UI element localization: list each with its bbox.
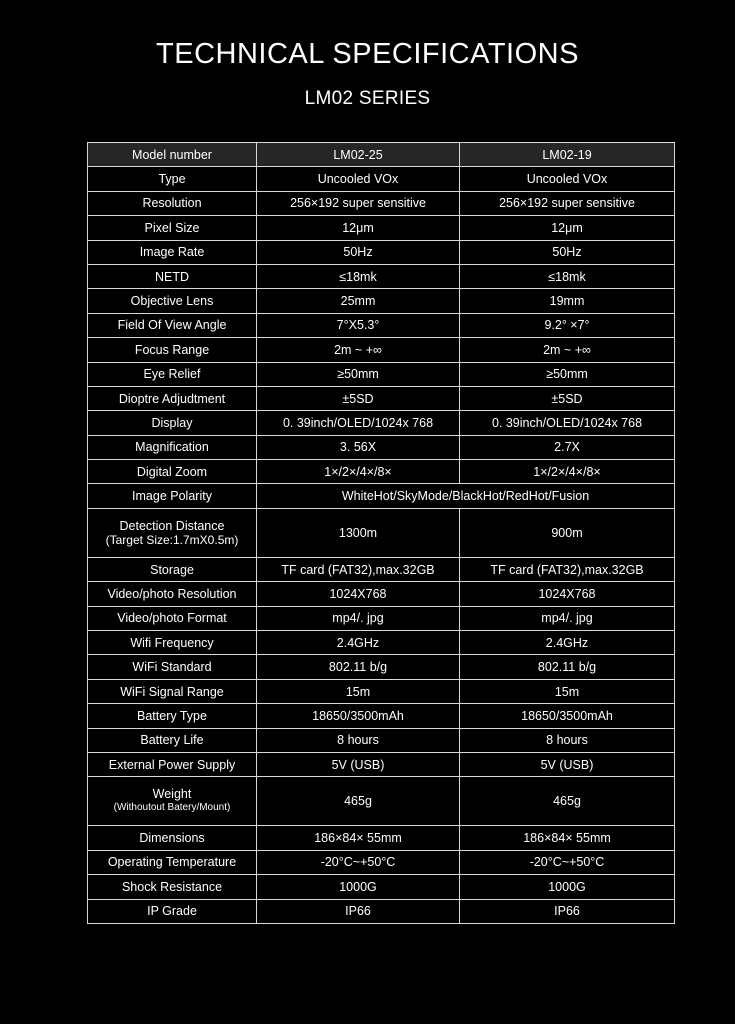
row-value-a: 186×84× 55mm [257,826,460,850]
row-label [88,508,257,557]
header-model-number: Model number [88,143,257,167]
table-row [88,508,675,557]
table-row [88,289,675,313]
row-value-b: 1×/2×/4×/8× [460,460,675,484]
row-value-b: 465g [460,777,675,826]
table-row [88,777,675,826]
table-row [88,850,675,874]
row-label-line1: Weight [152,787,192,802]
table-row [88,899,675,923]
table-row [88,679,675,703]
row-label: Shock Resistance [88,875,257,899]
row-label: Video/photo Format [88,606,257,630]
row-label: WiFi Standard [88,655,257,679]
table-row [88,240,675,264]
row-label: Resolution [88,191,257,215]
row-value-a: 2.4GHz [257,631,460,655]
row-value-b: 2.7X [460,435,675,459]
row-value-b: 0. 39inch/OLED/1024x 768 [460,411,675,435]
row-value-a: Uncooled VOx [257,167,460,191]
table-header-row [88,143,675,167]
row-value-a: 12μm [257,216,460,240]
row-value-b: 18650/3500mAh [460,704,675,728]
row-label: Video/photo Resolution [88,582,257,606]
row-value-a: 1×/2×/4×/8× [257,460,460,484]
row-value-a: 802.11 b/g [257,655,460,679]
table-row [88,557,675,581]
row-value-b: mp4/. jpg [460,606,675,630]
row-value-b: Uncooled VOx [460,167,675,191]
table-row [88,191,675,215]
row-value-a: 465g [257,777,460,826]
row-value-b: 186×84× 55mm [460,826,675,850]
row-value-b: ±5SD [460,386,675,410]
row-value-b: 802.11 b/g [460,655,675,679]
table-row [88,386,675,410]
row-label [88,777,257,826]
table-row [88,728,675,752]
row-value-b: ≤18mk [460,264,675,288]
row-value-b: 9.2° ×7° [460,313,675,337]
row-label: IP Grade [88,899,257,923]
row-value-b: 50Hz [460,240,675,264]
row-value-merged: WhiteHot/SkyMode/BlackHot/RedHot/Fusion [257,484,675,508]
row-value-b: 5V (USB) [460,752,675,776]
row-label: Eye Relief [88,362,257,386]
table-row [88,216,675,240]
row-value-a: 18650/3500mAh [257,704,460,728]
table-row [88,362,675,386]
table-row [88,704,675,728]
row-label: Type [88,167,257,191]
header-model-b: LM02-19 [460,143,675,167]
row-value-a: 1300m [257,508,460,557]
row-value-a: 3. 56X [257,435,460,459]
table-row [88,435,675,459]
row-value-b: -20°C~+50°C [460,850,675,874]
row-label: Pixel Size [88,216,257,240]
row-label: Dimensions [88,826,257,850]
row-label: WiFi Signal Range [88,679,257,703]
table-row [88,582,675,606]
table-row [88,167,675,191]
row-label: Digital Zoom [88,460,257,484]
row-value-b: 256×192 super sensitive [460,191,675,215]
row-value-a: -20°C~+50°C [257,850,460,874]
header-model-a: LM02-25 [257,143,460,167]
row-label: Dioptre Adjudtment [88,386,257,410]
row-value-a: ±5SD [257,386,460,410]
row-label: Objective Lens [88,289,257,313]
row-value-a: 1024X768 [257,582,460,606]
row-label: Wifi Frequency [88,631,257,655]
row-value-a: 15m [257,679,460,703]
row-value-a: 50Hz [257,240,460,264]
row-label: External Power Supply [88,752,257,776]
row-value-b: ≥50mm [460,362,675,386]
table-row [88,875,675,899]
row-label-line1: Detection Distance [119,518,225,533]
table-row [88,606,675,630]
row-value-a: 1000G [257,875,460,899]
row-value-a: 2m ~ +∞ [257,338,460,362]
row-value-b: 900m [460,508,675,557]
row-label: Image Rate [88,240,257,264]
row-value-b: 1024X768 [460,582,675,606]
row-value-b: 2.4GHz [460,631,675,655]
row-label: Operating Temperature [88,850,257,874]
row-value-a: 0. 39inch/OLED/1024x 768 [257,411,460,435]
row-value-a: ≤18mk [257,264,460,288]
row-label: Focus Range [88,338,257,362]
table-row [88,752,675,776]
row-value-a: IP66 [257,899,460,923]
row-label: Storage [88,557,257,581]
row-value-b: 15m [460,679,675,703]
row-value-b: 8 hours [460,728,675,752]
row-value-a: 8 hours [257,728,460,752]
table-row [88,484,675,508]
row-value-a: 7°X5.3° [257,313,460,337]
row-label: Battery Type [88,704,257,728]
row-value-b: 2m ~ +∞ [460,338,675,362]
row-label-line2: (Withoutout Batery/Mount) [113,802,231,814]
row-label-line2: (Target Size:1.7mX0.5m) [105,532,239,547]
row-value-a: 25mm [257,289,460,313]
row-label: Field Of View Angle [88,313,257,337]
row-value-a: mp4/. jpg [257,606,460,630]
page-title: TECHNICAL SPECIFICATIONS [156,38,579,70]
table-row [88,631,675,655]
row-value-b: IP66 [460,899,675,923]
row-label: Image Polarity [88,484,257,508]
row-value-a: TF card (FAT32),max.32GB [257,557,460,581]
row-label: Magnification [88,435,257,459]
row-value-a: 256×192 super sensitive [257,191,460,215]
table-row [88,460,675,484]
row-label: Battery Life [88,728,257,752]
page-subtitle: LM02 SERIES [304,88,431,109]
table-row [88,411,675,435]
row-value-a: 5V (USB) [257,752,460,776]
table-row [88,655,675,679]
row-value-b: 1000G [460,875,675,899]
row-value-a: ≥50mm [257,362,460,386]
row-value-b: 19mm [460,289,675,313]
row-label: Display [88,411,257,435]
table-row [88,338,675,362]
row-value-b: 12μm [460,216,675,240]
table-row [88,313,675,337]
spec-table [87,142,675,924]
row-value-b: TF card (FAT32),max.32GB [460,557,675,581]
table-row [88,264,675,288]
row-label: NETD [88,264,257,288]
table-row [88,826,675,850]
